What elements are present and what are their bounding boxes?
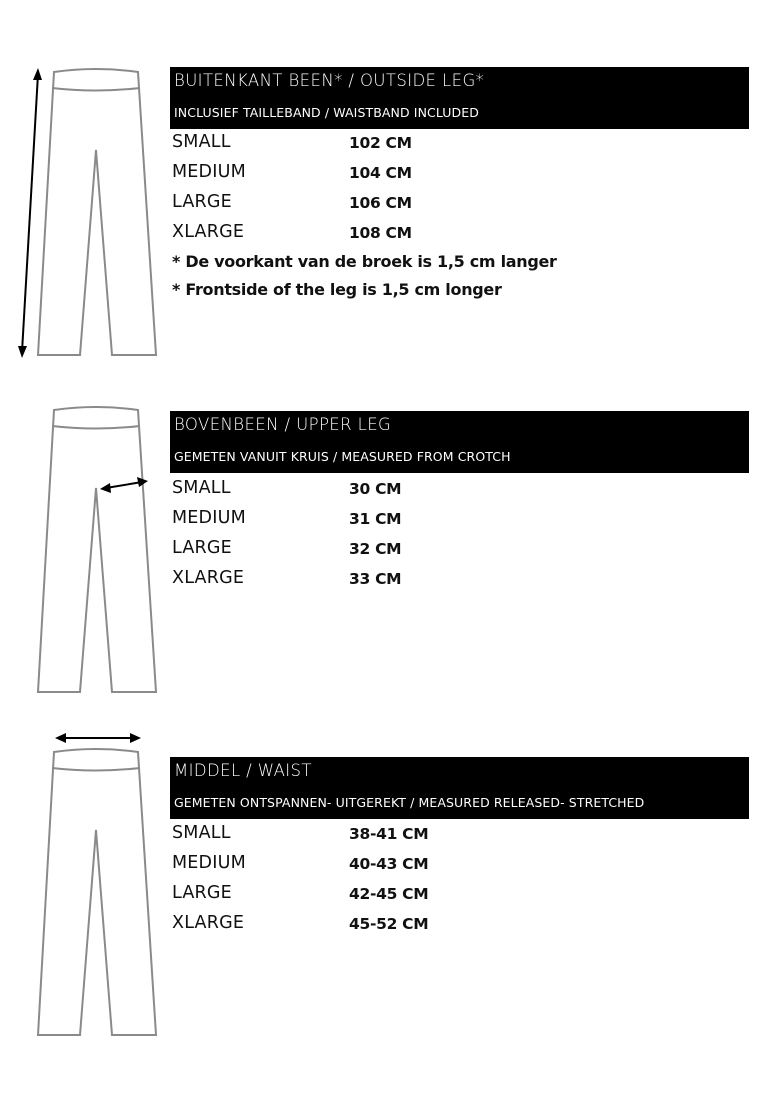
size-label: MEDIUM bbox=[172, 508, 246, 528]
size-value: 108 CM bbox=[349, 224, 412, 242]
size-label: SMALL bbox=[172, 132, 231, 152]
size-table-outside-leg bbox=[172, 132, 732, 308]
size-value: 106 CM bbox=[349, 194, 412, 212]
size-row bbox=[172, 192, 732, 222]
size-label: XLARGE bbox=[172, 568, 245, 588]
size-row bbox=[172, 478, 732, 508]
section-subtitle: GEMETEN VANUIT KRUIS / MEASURED FROM CROTCH bbox=[174, 449, 511, 464]
size-value: 102 CM bbox=[349, 134, 412, 152]
size-label: XLARGE bbox=[172, 222, 245, 242]
size-label: LARGE bbox=[172, 192, 232, 212]
size-table-upper-leg bbox=[172, 478, 732, 598]
section-subtitle: INCLUSIEF TAILLEBAND / WAISTBAND INCLUDED bbox=[174, 105, 479, 120]
pants-outline-icon bbox=[0, 0, 170, 370]
size-value: 31 CM bbox=[349, 510, 402, 528]
section-outside-leg bbox=[0, 0, 762, 370]
size-value: 32 CM bbox=[349, 540, 402, 558]
pants-outline-icon bbox=[0, 400, 170, 700]
upper-leg-arrow-icon bbox=[100, 477, 148, 493]
size-row bbox=[172, 508, 732, 538]
waistband-line bbox=[52, 88, 140, 91]
section-title: MIDDEL / WAIST bbox=[174, 761, 312, 780]
pants-outline-icon bbox=[0, 720, 170, 1040]
header-waist bbox=[170, 757, 749, 819]
header-outside-leg bbox=[170, 67, 749, 129]
waist-arrow-icon bbox=[55, 733, 141, 743]
pants-outline bbox=[38, 407, 156, 692]
section-title: BOVENBEEN / UPPER LEG bbox=[174, 415, 392, 434]
outside-leg-arrow-icon bbox=[18, 68, 42, 358]
header-upper-leg bbox=[170, 411, 749, 473]
note-dutch: * De voorkant van de broek is 1,5 cm langer bbox=[172, 252, 557, 271]
size-label: LARGE bbox=[172, 538, 232, 558]
size-label: MEDIUM bbox=[172, 853, 246, 873]
section-title: BUITENKANT BEEN* / OUTSIDE LEG* bbox=[174, 71, 485, 90]
size-value: 104 CM bbox=[349, 164, 412, 182]
note-english: * Frontside of the leg is 1,5 cm longer bbox=[172, 280, 502, 299]
size-value: 38-41 CM bbox=[349, 825, 429, 843]
size-table-waist bbox=[172, 823, 732, 943]
size-row bbox=[172, 162, 732, 192]
size-label: SMALL bbox=[172, 823, 231, 843]
size-row bbox=[172, 823, 732, 853]
size-row bbox=[172, 538, 732, 568]
pants-outline bbox=[38, 749, 156, 1035]
size-row bbox=[172, 222, 732, 252]
size-row bbox=[172, 853, 732, 883]
size-value: 45-52 CM bbox=[349, 915, 429, 933]
waistband-line bbox=[52, 426, 140, 429]
section-subtitle: GEMETEN ONTSPANNEN- UITGEREKT / MEASURED RELEASED- STRETCHED bbox=[174, 795, 645, 810]
size-value: 33 CM bbox=[349, 570, 402, 588]
size-value: 30 CM bbox=[349, 480, 402, 498]
size-label: LARGE bbox=[172, 883, 232, 903]
pants-outline bbox=[38, 69, 156, 355]
size-label: MEDIUM bbox=[172, 162, 246, 182]
size-row bbox=[172, 568, 732, 598]
size-value: 40-43 CM bbox=[349, 855, 429, 873]
size-label: XLARGE bbox=[172, 913, 245, 933]
waistband-line bbox=[52, 768, 140, 771]
size-row bbox=[172, 913, 732, 943]
size-row bbox=[172, 883, 732, 913]
size-row bbox=[172, 132, 732, 162]
section-waist bbox=[0, 720, 762, 1040]
section-upper-leg bbox=[0, 400, 762, 700]
size-value: 42-45 CM bbox=[349, 885, 429, 903]
size-label: SMALL bbox=[172, 478, 231, 498]
